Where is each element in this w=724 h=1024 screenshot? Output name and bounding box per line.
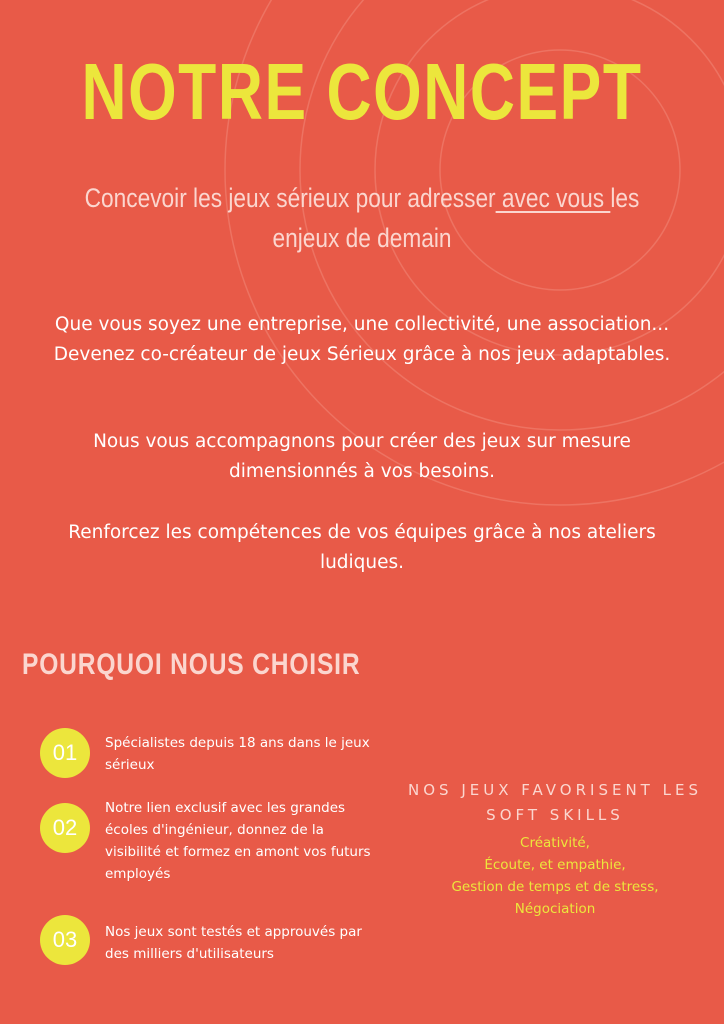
subtitle-start: Concevoir les jeux sérieux pour adresser xyxy=(84,183,496,213)
skill-item: Négociation xyxy=(514,901,596,917)
skill-item: Gestion de temps et de stress, xyxy=(451,879,659,895)
subtitle-underlined: avec vous xyxy=(495,183,611,213)
number-badge: 02 xyxy=(40,803,90,853)
soft-skills-block xyxy=(400,778,710,920)
soft-skills-heading: NOS JEUX FAVORISENT LES SOFT SKILLS xyxy=(408,781,702,824)
why-choose-title: POURQUOI NOUS CHOISIR xyxy=(22,648,361,681)
intro-paragraph: Que vous soyez une entreprise, une collectivité, une association... Devenez co-créateur de jeux Sérieux grâce à nos jeux adaptables. xyxy=(53,314,671,365)
skill-item: Écoute, et empathie, xyxy=(484,857,626,873)
number-badge: 01 xyxy=(40,728,90,778)
subtitle-end: les enjeux de demain xyxy=(272,183,640,253)
reason-text: Notre lien exclusif avec les grandes écoles d'ingénieur, donnez de la visibilité et formez en amont vos futurs employés xyxy=(105,800,371,882)
page-title: NOTRE CONCEPT xyxy=(81,47,643,136)
support-paragraph: Nous vous accompagnons pour créer des jeux sur mesure dimensionnés à vos besoins. xyxy=(93,431,631,482)
number-badge: 03 xyxy=(40,915,90,965)
skill-item: Créativité, xyxy=(520,835,590,851)
subtitle xyxy=(83,178,641,258)
skills-paragraph: Renforcez les compétences de vos équipes grâce à nos ateliers ludiques. xyxy=(68,522,656,573)
reason-text: Spécialistes depuis 18 ans dans le jeux sérieux xyxy=(105,735,370,773)
reason-text: Nos jeux sont testés et approuvés par des milliers d'utilisateurs xyxy=(105,924,362,962)
